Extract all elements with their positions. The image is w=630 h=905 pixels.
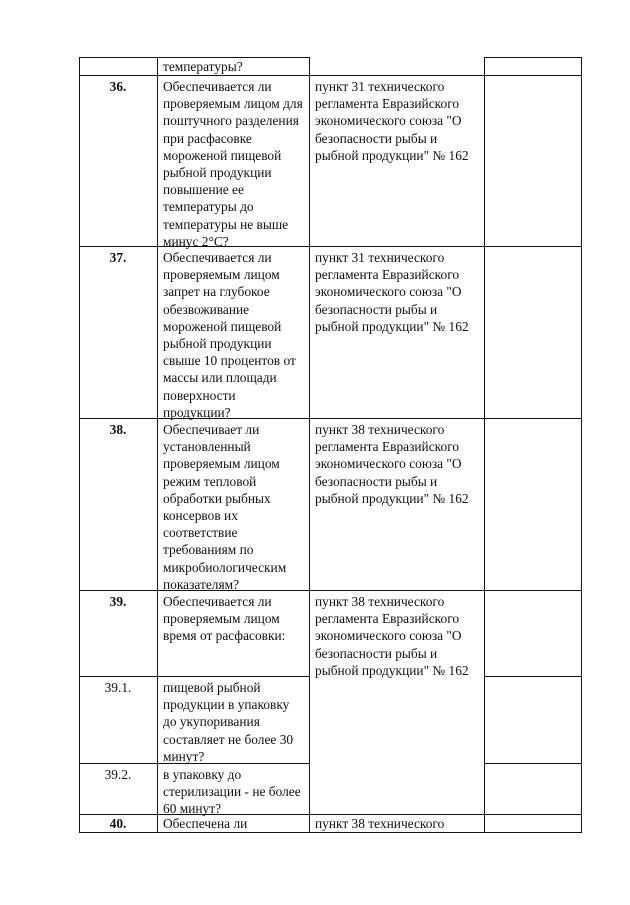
- column-divider-reference: [484, 57, 485, 832]
- row-number-37: 37.: [109, 250, 127, 265]
- table-border-left: [79, 57, 80, 832]
- reference-cell-40: пункт 38 технического: [315, 816, 445, 831]
- column-divider-question: [309, 57, 310, 832]
- row-number-40: 40.: [109, 816, 127, 831]
- row-number-39: 39.: [109, 594, 127, 609]
- row-border-top-right: [484, 57, 582, 58]
- row-border-39-top: [79, 590, 582, 591]
- row-number-39-2: 39.2.: [104, 767, 132, 782]
- row-border-37-top: [79, 246, 582, 247]
- row-border-39-2-top-right: [484, 763, 582, 764]
- question-cell-38: Обеспечивает ли установленный проверяемым лицом режим тепловой обработки рыбных консервов их соответствие требованиям по микробиологическим показателям?: [163, 422, 287, 592]
- question-cell-continuation: температуры?: [163, 59, 243, 74]
- question-cell-39-1: пищевой рыбной продукции в упаковку до укупоривания составляет не более 30 минут?: [163, 680, 294, 764]
- row-border-36-top: [79, 75, 582, 76]
- question-cell-37: Обеспечивается ли проверяемым лицом запрет на глубокое обезвоживание мороженой пищевой рыбной продукции свыше 10 процентов от массы или площади поверхности продукции?: [163, 250, 296, 420]
- row-number-39-1: 39.1.: [104, 680, 132, 695]
- row-border-39-1-top-right: [484, 676, 582, 677]
- reference-cell-36: пункт 31 технического регламента Евразийского экономического союза "О безопасности рыбы и рыбной продукции" № 162: [315, 79, 469, 163]
- reference-cell-37: пункт 31 технического регламента Евразийского экономического союза "О безопасности рыбы и рыбной продукции" № 162: [315, 250, 469, 334]
- question-cell-39-2: в упаковку до стерилизации - не более 60 минут?: [163, 767, 301, 817]
- column-divider-number: [157, 57, 158, 832]
- reference-cell-39: пункт 38 технического регламента Евразийского экономического союза "О безопасности рыбы и рыбной продукции" № 162: [315, 594, 469, 678]
- question-cell-36: Обеспечивается ли проверяемым лицом для поштучного разделения при расфасовке мороженой пищевой рыбной продукции повышение ее температуры до температуры не выше минус 2°С?: [163, 79, 303, 249]
- row-number-36: 36.: [109, 79, 127, 94]
- row-border-38-top: [79, 418, 582, 419]
- question-cell-40: Обеспечена ли: [163, 816, 248, 831]
- question-cell-39: Обеспечивается ли проверяемым лицом время от расфасовки:: [163, 594, 286, 644]
- row-number-38: 38.: [109, 422, 127, 437]
- reference-cell-38: пункт 38 технического регламента Евразийского экономического союза "О безопасности рыбы и рыбной продукции" № 162: [315, 422, 469, 506]
- row-border-39-1-top-left: [79, 676, 309, 677]
- table-border-right: [581, 57, 582, 832]
